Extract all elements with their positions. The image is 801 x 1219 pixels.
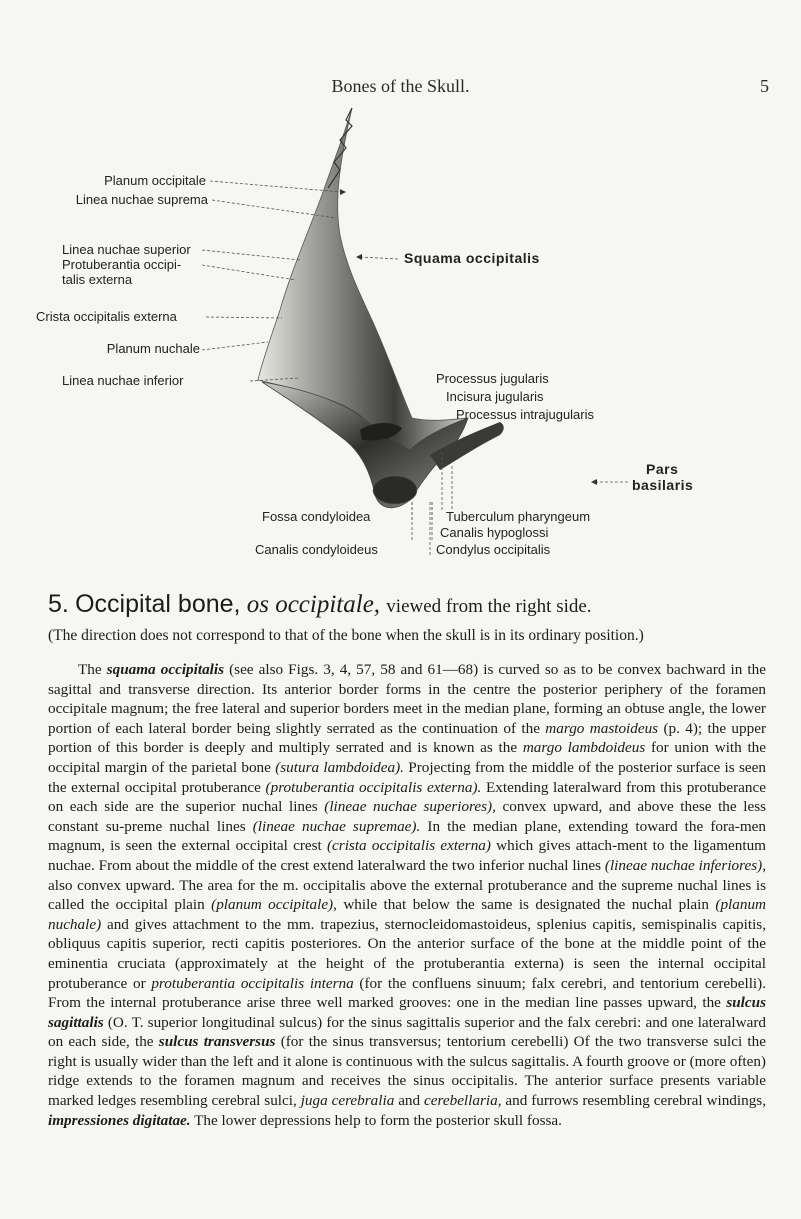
label-protuberantia-line1: Protuberantia occipi- [62,257,182,272]
label-processus-intrajugularis: Processus intrajugularis [456,407,595,422]
label-tuberculum-pharyngeum: Tuberculum pharyngeum [446,509,591,524]
label-linea-nuchae-suprema: Linea nuchae suprema [75,192,208,207]
caption-view: viewed from the right side. [386,596,592,617]
label-incisura-jugularis: Incisura jugularis [446,389,544,404]
label-linea-nuchae-superior: Linea nuchae superior [62,242,191,257]
running-head [0,76,801,100]
label-processus-jugularis: Processus jugularis [436,371,549,386]
label-pars-line2: basilaris [632,477,694,493]
label-condylus-occipitalis: Condylus occipitalis [436,542,551,557]
running-title: Bones of the Skull. [331,76,470,96]
label-squama-occipitalis: Squama occipitalis [404,250,540,266]
label-canalis-condyloideus: Canalis condyloideus [255,542,378,557]
body-paragraph: The squama occipitalis (see also Figs. 3, 4, 57, 58 and 61—68) is curved so as to be convex bachward in the sagittal and transverse direction. Its anterior border forms in the centre the posterior periphery of the foramen occipitale magnum; the free lateral and superior borders meet in the median plane, forming an obtuse angle, the lower portion of each lateral border being slightly serrated as the continuation of the margo mastoideus (p. 4); the upper portion of this border is deeply and multiply serrated and is known as the margo lambdoideus for union with the occipital margin of the parietal bone (sutura lambdoidea). Projecting from the middle of the posterior surface is seen the external occipital protuberance (protuberantia occipitalis externa). Extending lateralward from this protuberance on each side are the superior nuchal lines (lineae nuchae superiores), convex upward, and above these the less constant su-preme nuchal lines (lineae nuchae supremae). In the median plane, extending toward the fora-men magnum, is seen the external occipital crest (crista occipitalis externa) which gives attach-ment to the ligamentum nuchae. From about the middle of the crest extend lateralward the two inferior nuchal lines (lineae nuchae inferiores), also convex upward. The area for the m. occipitalis above the external protuberance and the supreme nuchal lines is called the occipital plain (planum occipitale), while that below the same is designated the nuchal plain (planum nuchale) and gives attachment to the mm. trapezius, sternocleidomastoideus, splenius capitis, semispinalis capitis, obliquus capitis superior, recti capitis posteriores. On the anterior surface of the bone at the middle point of the eminentia cruciata (approximately at the height of the protuberantia externa) is seen the internal occipital protuberance or protuberantia occipitalis interna (for the confluens sinuum; falx cerebri, and tentorium cerebelli). From the internal protuberance arise three well marked grooves: one in the median line passes upward, the sulcus sagittalis (O. T. superior longitudinal sulcus) for the sinus sagittalis superior and the falx cerebri: and one lateralward on each side, the sulcus transversus (for the sinus transversus; tentorium cerebelli) Of the two transverse sulci the right is usually wider than the left and it alone is continuous with the sulcus sagittalis. A fourth groove or (more often) ridge extends to the foramen magnum and receives the sinus occipitalis. The anterior surface presents variable marked ledges resembling cerebral sulci, juga cerebralia and cerebellaria, and furrows resembling cerebral windings, impressiones digitatae. The lower depressions help to form the posterior skull fossa. [48,661,767,1129]
label-planum-occipitale: Planum occipitale [104,173,206,188]
label-canalis-hypoglossi: Canalis hypoglossi [440,525,549,540]
caption-number: 5. [48,590,69,618]
label-linea-nuchae-inferior: Linea nuchae inferior [62,373,184,388]
label-fossa-condyloidea: Fossa condyloidea [262,509,371,524]
occipital-condyle [373,476,417,504]
figure-caption [48,590,768,619]
occipital-bone-figure [0,100,801,580]
caption-name: Occipital bone, [75,590,241,618]
label-crista-occipitalis: Crista occipitalis externa [36,309,177,324]
label-planum-nuchale: Planum nuchale [106,341,200,356]
label-protuberantia-line2: talis externa [62,272,133,287]
page-number: 5 [760,76,769,96]
caption-note: (The direction does not correspond to that of the bone when the skull is in its ordinary position.) [48,627,644,644]
caption-latin: os occipitale, [246,591,381,618]
label-pars-line1: Pars [646,461,679,477]
bone-illustration [0,100,801,580]
